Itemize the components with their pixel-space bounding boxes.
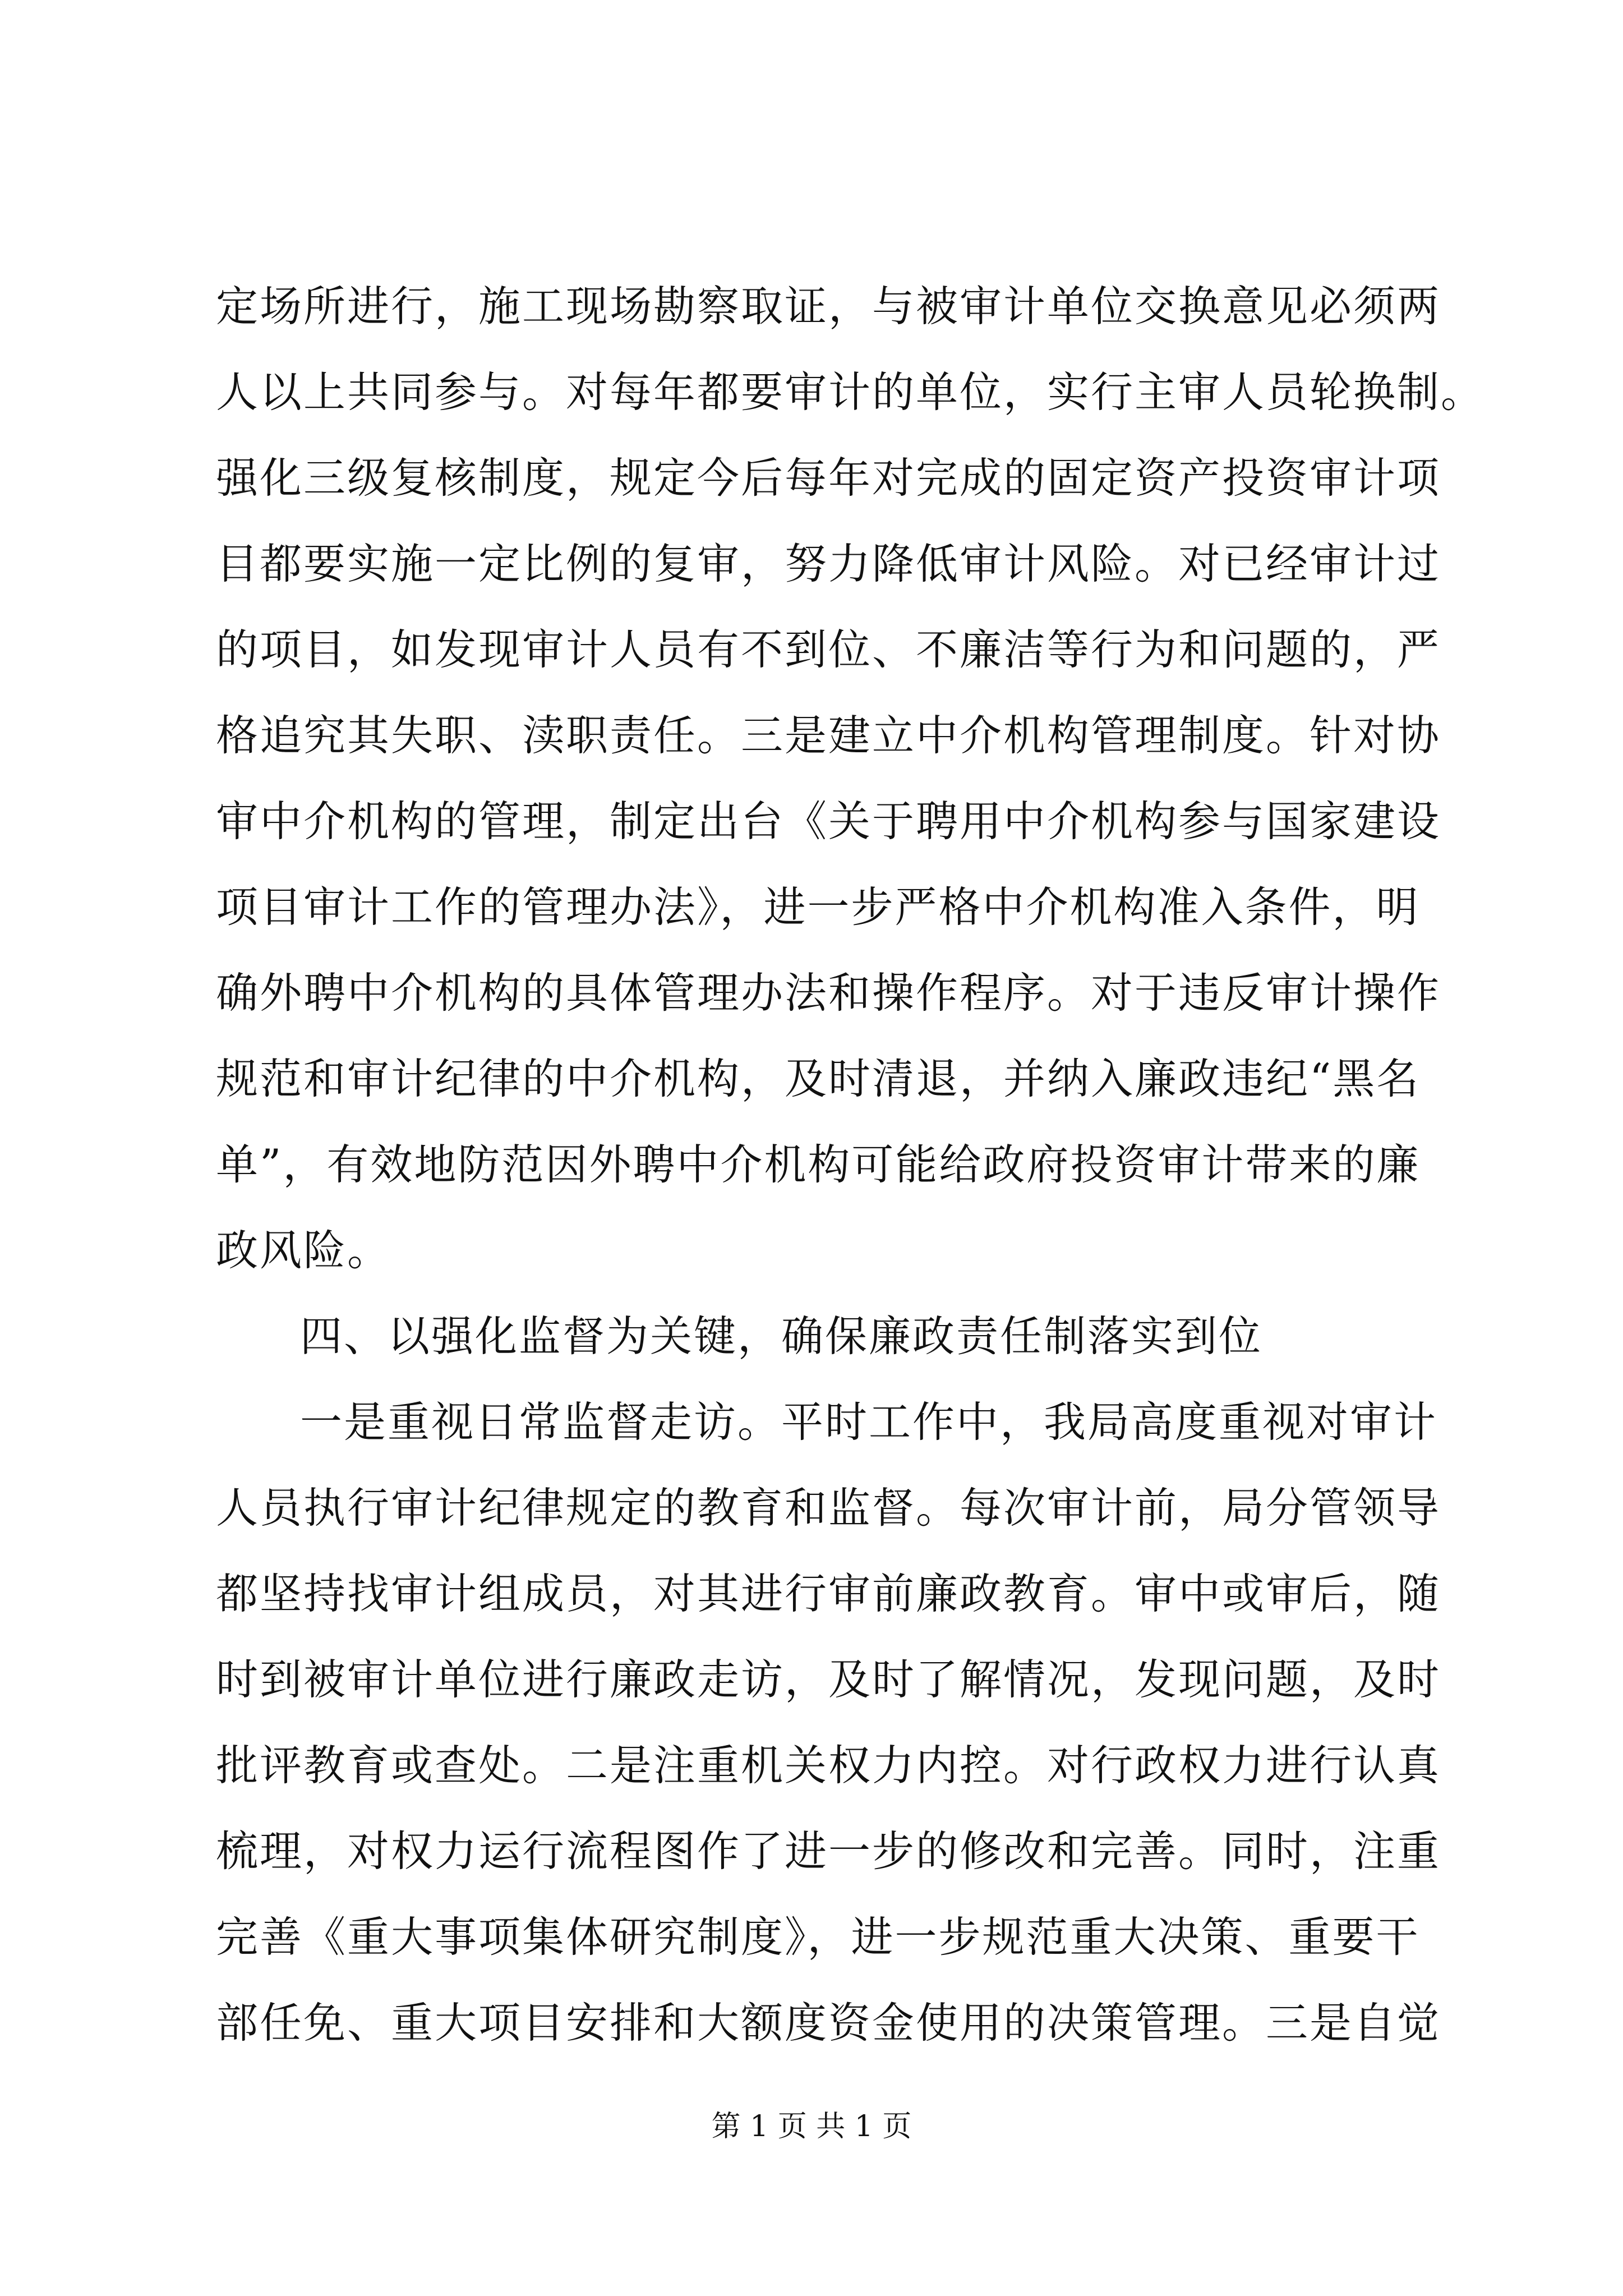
text-line: 完善《重大事项集体研究制度》，进一步规范重大决策、重要干 bbox=[216, 1912, 1420, 1962]
text-line: 项目审计工作的管理办法》，进一步严格中介机构准入条件，明 bbox=[216, 882, 1420, 932]
text-line: 批评教育或查处。二是注重机关权力内控。对行政权力进行认真 bbox=[216, 1741, 1441, 1790]
text-line: 强化三级复核制度，规定今后每年对完成的固定资产投资审计项 bbox=[216, 453, 1441, 503]
text-line: 目都要实施一定比例的复审，努力降低审计风险。对已经审计过 bbox=[216, 539, 1441, 588]
text-line: 人员执行审计纪律规定的教育和监督。每次审计前，局分管领导 bbox=[216, 1483, 1441, 1533]
page-number-footer: 第 1 页 共 1 页 bbox=[711, 2110, 912, 2143]
text-line: 的项目，如发现审计人员有不到位、不廉洁等行为和问题的，严 bbox=[216, 625, 1441, 674]
text-line: 规范和审计纪律的中介机构，及时清退，并纳入廉政违纪“黑名 bbox=[216, 1054, 1421, 1103]
text-line: 都坚持找审计组成员，对其进行审前廉政教育。审中或审后，随 bbox=[216, 1569, 1441, 1618]
text-line: 确外聘中介机构的具体管理办法和操作程序。对于违反审计操作 bbox=[216, 968, 1441, 1018]
text-line: 定场所进行，施工现场勘察取证，与被审计单位交换意见必须两 bbox=[216, 282, 1441, 331]
text-line: 审中介机构的管理，制定出台《关于聘用中介机构参与国家建设 bbox=[216, 797, 1441, 846]
section-heading: 四、以强化监督为关键，确保廉政责任制落实到位 bbox=[300, 1312, 1263, 1361]
text-line: 政风险。 bbox=[216, 1226, 391, 1275]
text-line: 梳理，对权力运行流程图作了进一步的修改和完善。同时，注重 bbox=[216, 1826, 1441, 1876]
text-line: 时到被审计单位进行廉政走访，及时了解情况，发现问题，及时 bbox=[216, 1655, 1441, 1704]
text-line: 部任免、重大项目安排和大额度资金使用的决策管理。三是自觉 bbox=[216, 1998, 1441, 2047]
text-line: 单”，有效地防范因外聘中介机构可能给政府投资审计带来的廉 bbox=[216, 1140, 1421, 1189]
text-line: 人以上共同参与。对每年都要审计的单位，实行主审人员轮换制。 bbox=[216, 367, 1485, 417]
text-line: 一是重视日常监督走访。平时工作中，我局高度重视对审计 bbox=[300, 1397, 1438, 1447]
document-body bbox=[216, 264, 1485, 2066]
text-line: 格追究其失职、渎职责任。三是建立中介机构管理制度。针对协 bbox=[216, 711, 1441, 760]
